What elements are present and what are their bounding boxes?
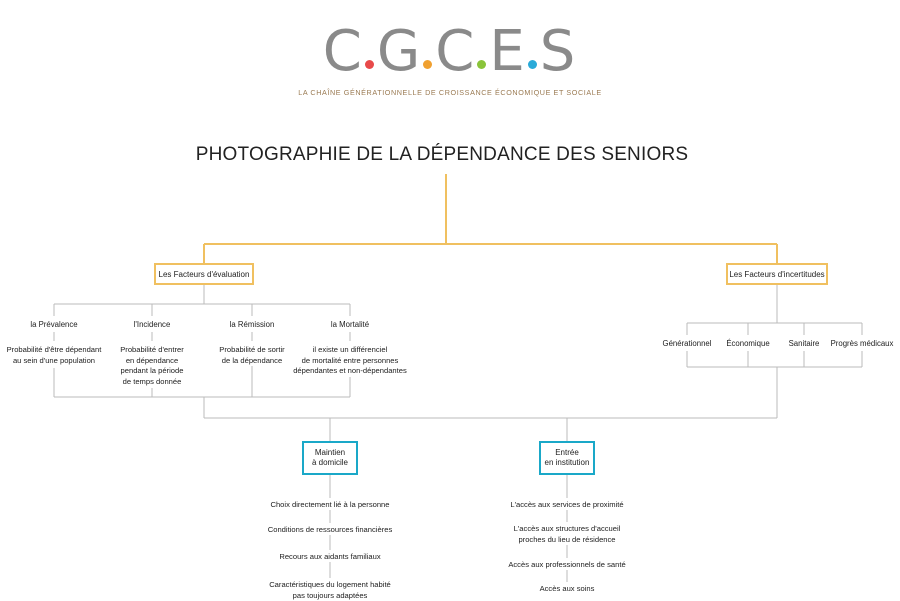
factor-description: [102, 345, 202, 387]
uncertainty-label: Générationnel: [662, 339, 712, 348]
logo-letter: C: [322, 19, 364, 84]
institution-box: [539, 441, 595, 475]
institution-item: Accès aux professionnels de santé: [508, 560, 626, 569]
left-branch-box: [154, 263, 254, 285]
home-care-item: Recours aux aidants familiaux: [279, 552, 381, 561]
logo-wordmark: [0, 19, 900, 84]
home-care-item: Choix directement lié à la personne: [270, 500, 390, 509]
factor-label: la Mortalité: [330, 320, 370, 329]
institution-label: Entrée: [555, 448, 579, 457]
institution-item: [467, 524, 667, 545]
description-line: de mortalité entre personnes: [301, 355, 399, 365]
description-line: dépendantes et non-dépendantes: [293, 366, 407, 375]
description-line: au sein d'une population: [12, 355, 96, 365]
description-line: Probabilité d'entrer: [120, 345, 184, 354]
factor-description: [202, 345, 302, 366]
home-care-label: Maintien: [314, 448, 346, 457]
item-line: Caractéristiques du logement habité: [269, 580, 391, 589]
item-line: L'accès aux structures d'accueil: [513, 524, 621, 533]
right-branch-box: [726, 263, 828, 285]
logo-letter: S: [539, 19, 578, 84]
description-line: pendant la période: [120, 366, 184, 375]
factor-label: la Rémission: [229, 320, 275, 329]
logo-dot: [477, 60, 486, 69]
description-line: de la dépendance: [221, 355, 283, 365]
item-line: proches du lieu de résidence: [518, 534, 616, 544]
uncertainty-label: Progrès médicaux: [830, 339, 894, 348]
logo-letter: E: [489, 19, 527, 84]
factor-label: l'Incidence: [133, 320, 171, 329]
factor-label: la Prévalence: [30, 320, 78, 329]
institution-label: en institution: [544, 458, 590, 467]
description-line: de temps donnée: [122, 376, 182, 386]
factor-description: [290, 345, 410, 377]
home-care-item: Conditions de ressources financières: [267, 525, 393, 534]
description-line: Probabilité d'être dépendant: [6, 345, 102, 354]
institution-item: L'accès aux services de proximité: [510, 500, 624, 509]
institution-item: Accès aux soins: [539, 584, 595, 593]
logo: [0, 19, 900, 84]
factor-description: [4, 345, 104, 366]
logo-tagline: LA CHAÎNE GÉNÉRATIONNELLE DE CROISSANCE ÉCONOMIQUE ET SOCIALE: [298, 88, 602, 97]
logo-dot: [423, 60, 432, 69]
right-branch-label: Les Facteurs d'incertitudes: [729, 269, 825, 279]
uncertainty-label: Économique: [726, 339, 770, 348]
page-title: PHOTOGRAPHIE DE LA DÉPENDANCE DES SENIORS: [195, 144, 689, 165]
home-care-item: [230, 580, 430, 601]
home-care-box: [302, 441, 358, 475]
home-care-label: à domicile: [311, 458, 348, 467]
description-line: Probabilité de sortir: [219, 345, 285, 354]
logo-dot: [365, 60, 374, 69]
logo-letter: G: [376, 19, 423, 84]
description-line: il existe un différenciel: [312, 345, 388, 354]
logo-letter: C: [435, 19, 477, 84]
description-line: en dépendance: [125, 355, 179, 365]
left-branch-label: Les Facteurs d'évaluation: [158, 269, 250, 279]
item-line: pas toujours adaptées: [292, 590, 368, 600]
logo-dot: [528, 60, 537, 69]
uncertainty-label: Sanitaire: [788, 339, 820, 348]
